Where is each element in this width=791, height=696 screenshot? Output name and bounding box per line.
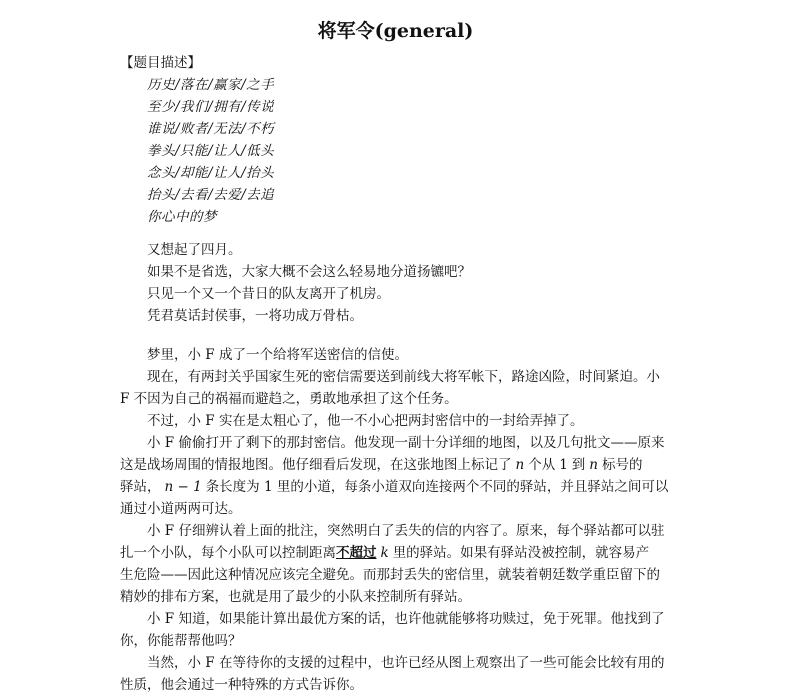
poem-line: 念头/却能/让人/抬头 [147, 165, 275, 181]
text-run: 扎一个小队，每个小队可以控制距离 [120, 545, 336, 561]
story-paragraph-2-line: 现在，有两封关乎国家生死的密信需要送到前线大将军帐下，路途凶险，时间紧迫。小 [147, 369, 660, 385]
text-run: 条长度为 1 里的小道，每条小道双向连接两个不同的驿站，并且驿站之间可以 [205, 479, 669, 495]
story-paragraph-5-line: 精妙的排布方案，也就是用了最少的小队来控制所有驿站。 [120, 589, 471, 605]
verse-line: 凭君莫话封侯事，一将功成万骨枯。 [147, 308, 363, 324]
poem-line: 你心中的梦 [147, 209, 217, 225]
story-paragraph-4-line: 小 F 偷偷打开了剩下的那封密信。他发现一副十分详细的地图，以及几句批文——原来 [147, 435, 665, 451]
poem-line: 拳头/只能/让人/低头 [147, 143, 275, 159]
story-paragraph-2-line: F 不因为自己的祸福而避趋之，勇敢地承担了这个任务。 [120, 391, 458, 407]
math-variable-n: n [589, 457, 598, 473]
text-run: 标号的 [602, 457, 643, 473]
story-paragraph-4-line [120, 476, 672, 498]
verse-line: 又想起了四月。 [147, 242, 242, 258]
emphasized-text: 不超过 [336, 545, 377, 561]
story-paragraph-4-line: 通过小道两两可达。 [120, 501, 242, 517]
story-paragraph-6-line: 小 F 知道，如果能计算出最优方案的话，也许他就能够将功赎过，免于死罪。他找到了 [147, 611, 665, 627]
math-expression: n − 1 [164, 479, 202, 495]
text-run: 里的驿站。如果有驿站没被控制，就容易产 [392, 545, 650, 561]
text-run: 驿站， [120, 479, 161, 495]
poem-line: 谁说/败者/无法/不朽 [147, 121, 275, 137]
text-run: 个从 [528, 457, 556, 473]
text-run: 这是战场周围的情报地图。他仔细看后发现，在这张地图上标记了 [120, 457, 512, 473]
text-run: 到 [571, 457, 586, 473]
story-paragraph-6-line: 你，你能帮帮他吗？ [120, 633, 242, 649]
section-label-description: 【题目描述】 [120, 55, 201, 71]
problem-title: 将军令(general) [317, 20, 474, 42]
math-number: 1 [559, 457, 568, 473]
story-paragraph-7-line: 性质，他会通过一种特殊的方式告诉你。 [120, 677, 363, 693]
story-paragraph-3: 不过，小 F 实在是太粗心了，他一不小心把两封密信中的一封给弄掉了。 [147, 413, 584, 429]
story-paragraph-5-line: 生危险——因此这种情况应该完全避免。而那封丢失的密信里，就装着朝廷数学重臣留下的 [120, 567, 660, 583]
poem-line: 至少/我们/拥有/传说 [147, 99, 275, 115]
story-paragraph-4-line [120, 454, 672, 476]
verse-line: 只见一个又一个昔日的队友离开了机房。 [147, 286, 390, 302]
poem-line: 抬头/去看/去爱/去追 [147, 187, 275, 203]
poem-line: 历史/落在/赢家/之手 [147, 77, 275, 93]
verse-line: 如果不是省选，大家大概不会这么轻易地分道扬镳吧？ [147, 264, 471, 280]
story-paragraph-5-line: 小 F 仔细辨认着上面的批注，突然明白了丢失的信的内容了。原来，每个驿站都可以驻 [147, 523, 665, 539]
story-paragraph-7-line: 当然，小 F 在等待你的支援的过程中，也许已经从图上观察出了一些可能会比较有用的 [147, 655, 665, 671]
story-paragraph-5-line [120, 542, 672, 564]
math-variable-k: k [380, 545, 389, 561]
math-variable-n: n [515, 457, 525, 473]
story-paragraph-1: 梦里，小 F 成了一个给将军送密信的信使。 [147, 347, 408, 363]
